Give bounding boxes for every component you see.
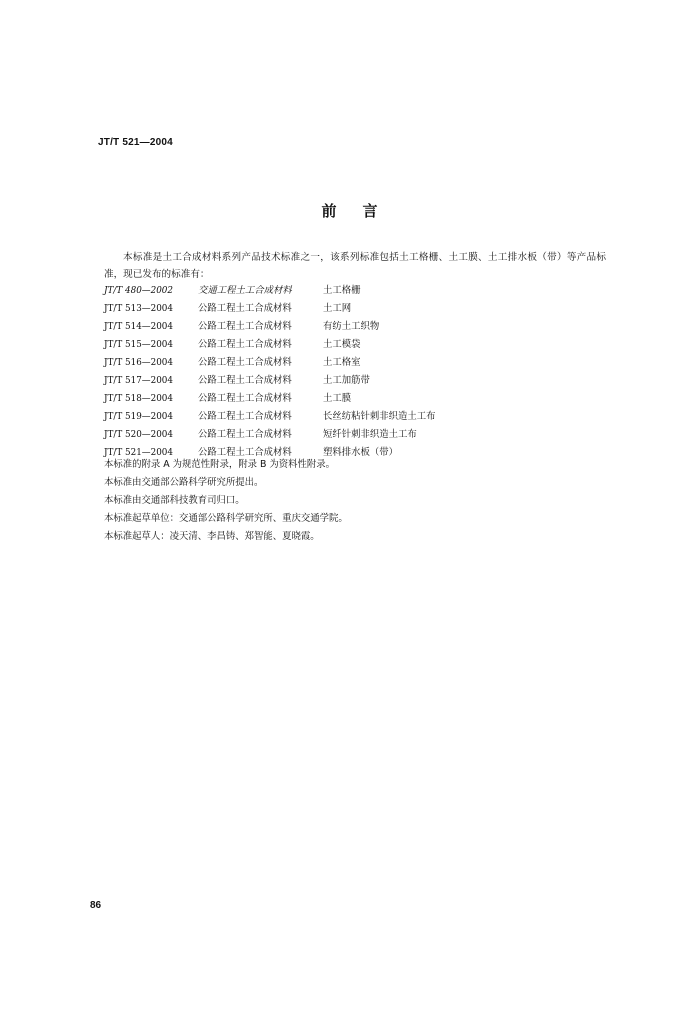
standards-list: [104, 282, 604, 462]
standard-item: [104, 408, 604, 426]
note-appendix: 本标准的附录 A 为规范性附录，附录 B 为资料性附录。: [104, 459, 336, 470]
note-drafting-units: 本标准起草单位：交通部公路科学研究所、重庆交通学院。: [104, 513, 348, 524]
standard-product: 土工加筋带: [323, 375, 370, 386]
page-title: 前言: [321, 202, 404, 220]
standard-item: [104, 318, 604, 336]
standard-product: 土工格栅: [323, 285, 361, 296]
standard-series: 公路工程土工合成材料: [198, 447, 292, 458]
standard-code: JT/T 520—2004: [104, 430, 173, 440]
standard-code: JT/T 513—2004: [104, 304, 173, 314]
standard-product: 塑料排水板（带）: [323, 447, 399, 458]
note-responsible-unit: 本标准由交通部科技教育司归口。: [104, 495, 245, 506]
standard-item: [104, 372, 604, 390]
standard-code: JT/T 519—2004: [104, 412, 173, 422]
standard-product: 有纺土工织物: [323, 321, 380, 332]
intro-paragraph: 本标准是土工合成材料系列产品技术标准之一，该系列标准包括土工格栅、土工膜、土工排水板（带）等产品标准，现已发布的标准有：: [104, 252, 606, 280]
standard-product: 土工格室: [323, 357, 361, 368]
standard-series: 公路工程土工合成材料: [198, 303, 292, 314]
standard-product: 短纤针刺非织造土工布: [323, 429, 417, 440]
note-drafters: 本标准起草人：凌天清、李昌铸、郑智能、夏晓霞。: [104, 531, 320, 542]
standard-series: 交通工程土工合成材料: [198, 285, 292, 296]
standard-code: JT/T 514—2004: [104, 322, 173, 332]
notes-list: [104, 456, 604, 546]
standard-product: 土工膜: [323, 393, 352, 404]
standard-code-header: JT/T 521—2004: [98, 137, 173, 148]
standard-item: [104, 300, 604, 318]
standard-item: [104, 426, 604, 444]
standard-product: 长丝纺粘针刺非织造土工布: [323, 411, 436, 422]
standard-product: 土工网: [323, 303, 352, 314]
standard-code: JT/T 515—2004: [104, 340, 173, 350]
standard-item: [104, 390, 604, 408]
standard-series: 公路工程土工合成材料: [198, 339, 292, 350]
standard-code: JT/T 516—2004: [104, 358, 173, 368]
standard-code: JT/T 518—2004: [104, 394, 173, 404]
standard-code: JT/T 517—2004: [104, 376, 173, 386]
standard-series: 公路工程土工合成材料: [198, 375, 292, 386]
standard-code: JT/T 480—2002: [104, 286, 173, 296]
page-number: 86: [90, 900, 102, 911]
standard-series: 公路工程土工合成材料: [198, 411, 292, 422]
standard-item: [104, 336, 604, 354]
note-proposer: 本标准由交通部公路科学研究所提出。: [104, 477, 264, 488]
standard-item: [104, 354, 604, 372]
standard-series: 公路工程土工合成材料: [198, 357, 292, 368]
standard-item: [104, 282, 604, 300]
standard-series: 公路工程土工合成材料: [198, 321, 292, 332]
standard-product: 土工模袋: [323, 339, 361, 350]
standard-series: 公路工程土工合成材料: [198, 429, 292, 440]
standard-series: 公路工程土工合成材料: [198, 393, 292, 404]
standard-code: JT/T 521—2004: [104, 448, 173, 458]
